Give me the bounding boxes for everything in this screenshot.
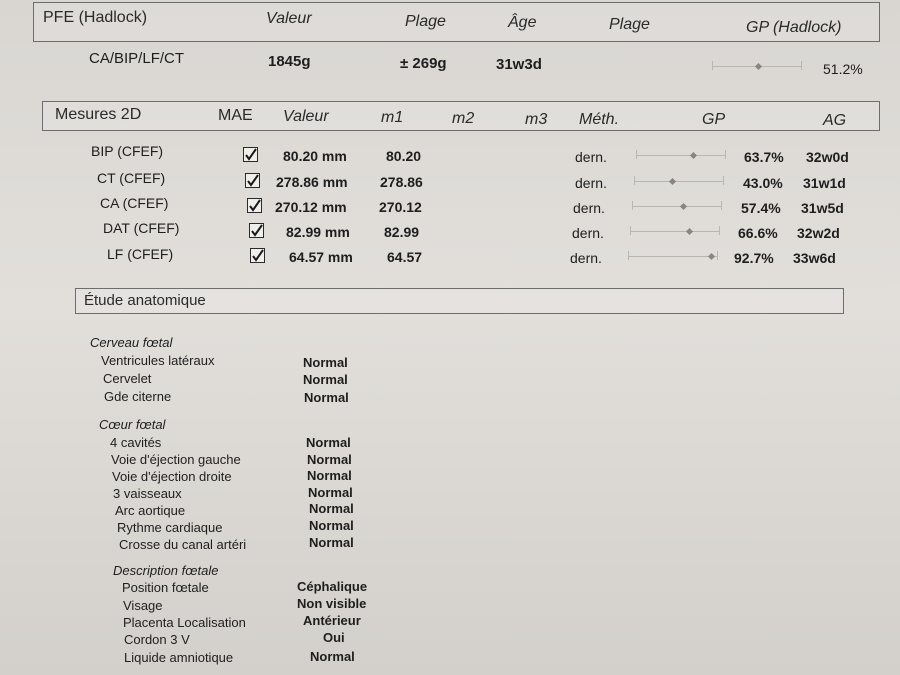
mesures-col-m2: m2 xyxy=(452,110,475,127)
anat-label: Voie d'éjection droite xyxy=(112,469,232,484)
pfe-col-valeur: Valeur xyxy=(266,10,312,27)
anat-value: Céphalique xyxy=(297,579,368,594)
anat-label: 4 cavités xyxy=(110,435,162,450)
row-valeur: 82.99 mm xyxy=(286,224,350,240)
row-gp: 92.7% xyxy=(734,250,774,266)
gp-marker xyxy=(708,253,715,260)
row-label: CT (CFEF) xyxy=(97,170,166,186)
gp-marker xyxy=(680,203,687,210)
check-icon xyxy=(246,174,259,187)
row-ag: 32w0d xyxy=(806,149,849,165)
mae-checkbox[interactable] xyxy=(243,147,258,162)
gp-scale-tick-end xyxy=(725,150,726,159)
gp-scale-line xyxy=(628,256,718,257)
gp-marker xyxy=(686,228,693,235)
pfe-row-age: 31w3d xyxy=(496,56,542,73)
anat-value: Normal xyxy=(309,535,354,550)
anat-label: Voie d'éjection gauche xyxy=(111,452,241,467)
row-valeur: 80.20 mm xyxy=(283,148,347,164)
row-gp: 43.0% xyxy=(743,175,783,191)
row-valeur: 278.86 mm xyxy=(276,174,348,190)
row-meth: dern. xyxy=(570,250,602,266)
gp-scale-tick-start xyxy=(632,201,633,210)
gp-scale xyxy=(634,176,724,186)
row-gp: 66.6% xyxy=(738,225,778,241)
pfe-gp-scale xyxy=(712,61,802,71)
row-meth: dern. xyxy=(575,175,607,191)
section-title: Description fœtale xyxy=(113,563,219,578)
mae-checkbox[interactable] xyxy=(249,223,264,238)
anat-value: Normal xyxy=(303,372,348,387)
anat-value: Normal xyxy=(310,649,355,664)
pfe-col-gp: GP (Hadlock) xyxy=(746,19,842,36)
row-ag: 31w1d xyxy=(803,175,846,191)
etude-title: Étude anatomique xyxy=(84,292,206,309)
gp-scale xyxy=(628,251,718,261)
gp-scale xyxy=(632,201,722,211)
mesures-col-mae: MAE xyxy=(218,107,253,124)
mesures-header xyxy=(42,101,880,131)
row-valeur: 270.12 mm xyxy=(275,199,347,215)
gp-scale xyxy=(630,226,720,236)
pfe-row-valeur: 1845g xyxy=(268,53,311,70)
row-gp: 63.7% xyxy=(744,149,784,165)
anat-label: Cordon 3 V xyxy=(124,632,190,647)
gp-scale-tick-start xyxy=(636,150,637,159)
row-valeur: 64.57 mm xyxy=(289,249,353,265)
anat-value: Normal xyxy=(307,452,352,467)
mesures-col-m3: m3 xyxy=(525,111,548,128)
anat-label: Placenta Localisation xyxy=(123,615,246,630)
anat-label: Visage xyxy=(123,598,163,613)
mae-checkbox[interactable] xyxy=(247,198,262,213)
anat-value: Normal xyxy=(306,435,351,450)
pfe-title: PFE (Hadlock) xyxy=(43,9,148,26)
row-label: CA (CFEF) xyxy=(100,195,169,211)
mae-checkbox[interactable] xyxy=(245,173,260,188)
row-m1: 270.12 xyxy=(379,199,422,215)
row-meth: dern. xyxy=(573,200,605,216)
gp-scale-line xyxy=(632,206,722,207)
row-m1: 80.20 xyxy=(386,148,422,164)
check-icon xyxy=(244,148,257,161)
row-m1: 278.86 xyxy=(380,174,423,190)
row-ag: 32w2d xyxy=(797,225,840,241)
gp-marker xyxy=(669,178,676,185)
gp-scale-tick-end xyxy=(717,251,718,260)
mesures-col-gp: GP xyxy=(702,111,726,128)
anat-label: Position fœtale xyxy=(122,580,209,595)
section-title: Cœur fœtal xyxy=(99,417,166,432)
section-title: Cerveau fœtal xyxy=(90,335,173,350)
gp-scale-tick-start xyxy=(630,226,631,235)
row-m1: 82.99 xyxy=(384,224,420,240)
anat-label: Liquide amniotique xyxy=(124,650,234,665)
gp-scale-line xyxy=(636,155,726,156)
anat-value: Normal xyxy=(309,501,354,516)
anat-value: Antérieur xyxy=(303,613,361,628)
pfe-row-gp: 51.2% xyxy=(823,61,863,77)
mesures-col-valeur: Valeur xyxy=(283,108,329,125)
anat-value: Normal xyxy=(307,468,352,483)
etude-header xyxy=(75,288,844,314)
mesures-col-m1: m1 xyxy=(381,109,404,126)
gp-scale-line xyxy=(634,181,724,182)
gp-scale xyxy=(636,150,726,160)
pfe-col-age: Âge xyxy=(508,14,537,31)
anat-value: Non visible xyxy=(297,596,367,611)
pfe-col-plage2: Plage xyxy=(609,16,650,33)
row-label: BIP (CFEF) xyxy=(91,143,164,159)
row-label: DAT (CFEF) xyxy=(103,220,180,236)
row-label: LF (CFEF) xyxy=(107,246,174,262)
gp-scale-tick-start xyxy=(628,251,629,260)
check-icon xyxy=(248,199,261,212)
gp-marker xyxy=(755,63,762,70)
gp-scale-tick-end xyxy=(723,176,724,185)
row-m1: 64.57 xyxy=(387,249,423,265)
anat-value: Normal xyxy=(308,485,353,500)
mesures-col-meth: Méth. xyxy=(579,111,620,128)
anat-value: Oui xyxy=(323,630,345,645)
row-ag: 31w5d xyxy=(801,200,844,216)
gp-scale-line xyxy=(630,231,720,232)
anat-value: Normal xyxy=(303,355,348,370)
anat-label: Gde citerne xyxy=(104,389,172,404)
anat-value: Normal xyxy=(304,390,349,405)
row-ag: 33w6d xyxy=(793,250,836,266)
pfe-col-plage: Plage xyxy=(405,13,446,30)
anat-label: 3 vaisseaux xyxy=(113,486,182,501)
anat-label: Rythme cardiaque xyxy=(117,520,223,535)
check-icon xyxy=(251,249,264,262)
anat-value: Normal xyxy=(309,518,354,533)
mesures-col-ag: AG xyxy=(823,112,847,129)
gp-scale-tick-end xyxy=(721,201,722,210)
mae-checkbox[interactable] xyxy=(250,248,265,263)
anat-label: Crosse du canal artéri xyxy=(119,537,247,552)
gp-scale-tick-end xyxy=(719,226,720,235)
check-icon xyxy=(250,224,263,237)
anat-label: Arc aortique xyxy=(115,503,186,518)
gp-scale-tick-end xyxy=(801,61,802,70)
pfe-row-label: CA/BIP/LF/CT xyxy=(89,50,185,67)
row-meth: dern. xyxy=(575,149,607,165)
pfe-row-plage: ± 269g xyxy=(400,55,447,72)
gp-scale-tick-start xyxy=(634,176,635,185)
row-meth: dern. xyxy=(572,225,604,241)
anat-label: Cervelet xyxy=(103,371,152,386)
gp-marker xyxy=(690,152,697,159)
gp-scale-tick-start xyxy=(712,61,713,70)
row-gp: 57.4% xyxy=(741,200,781,216)
pfe-header xyxy=(33,2,880,42)
mesures-title: Mesures 2D xyxy=(55,106,142,123)
anat-label: Ventricules latéraux xyxy=(101,353,215,368)
